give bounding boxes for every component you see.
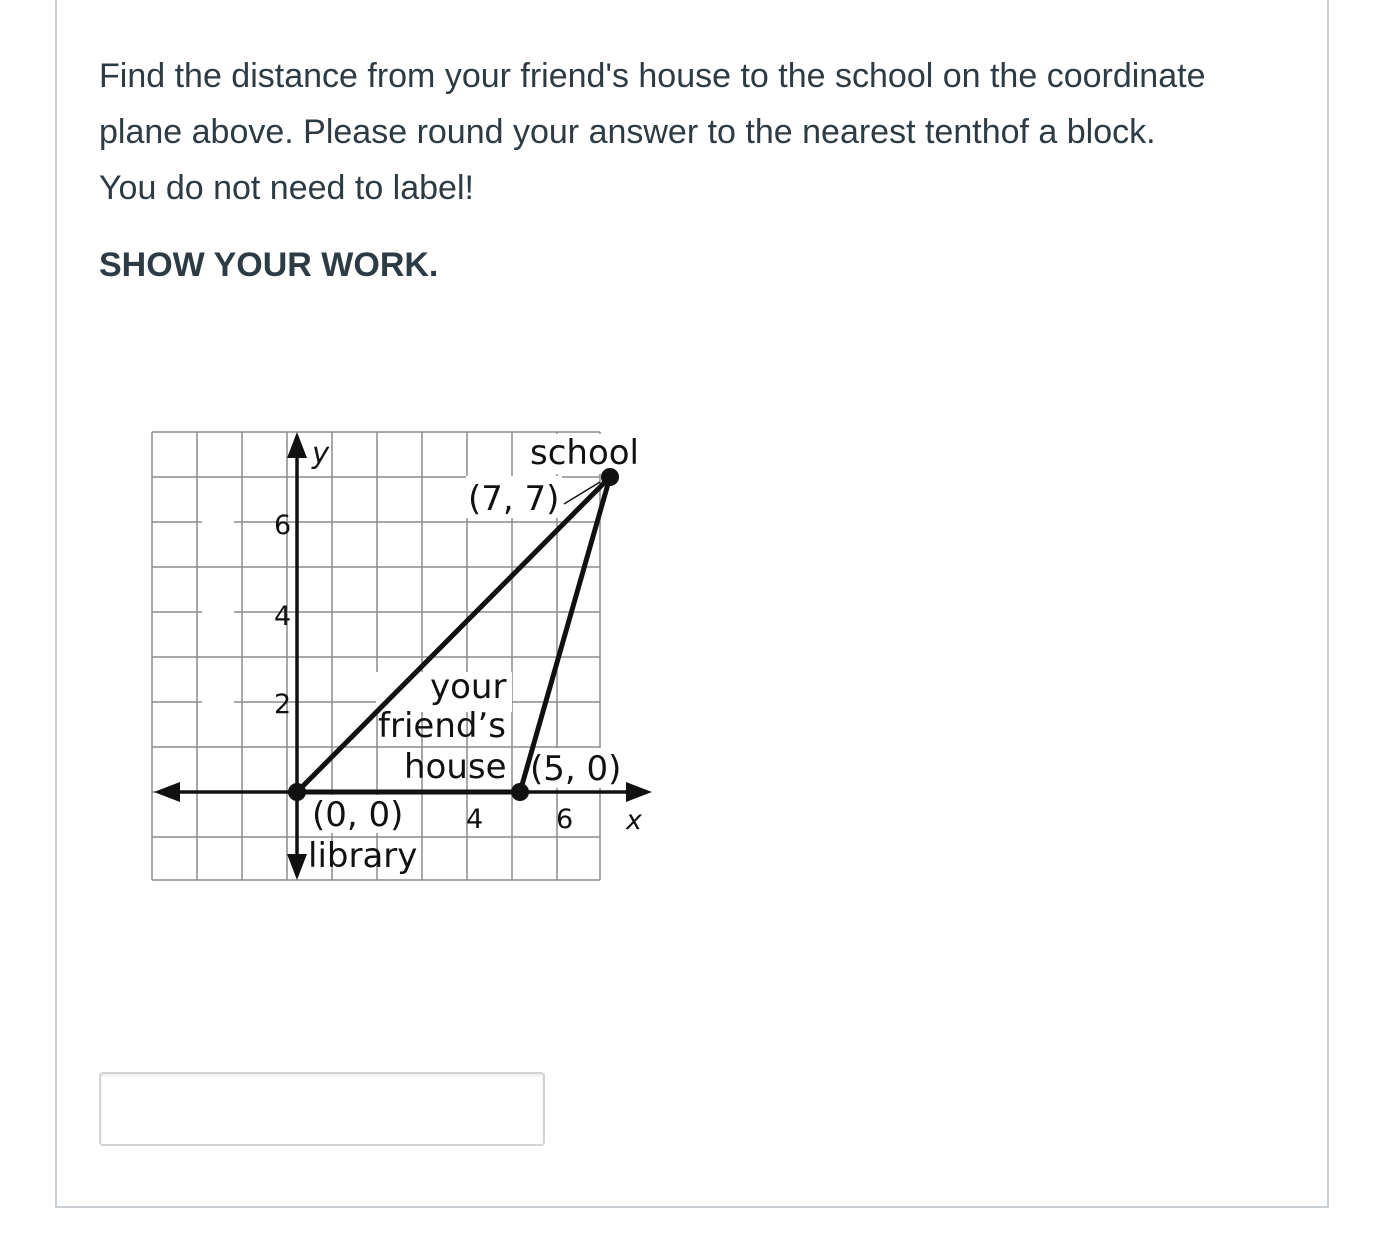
tick-bg: [202, 596, 234, 630]
friend-label-line-1: your: [430, 667, 507, 707]
y-tick-label: 6: [274, 510, 292, 541]
library-point: [288, 783, 306, 801]
x-axis-left-arrow: [154, 782, 180, 802]
coordinate-plane-figure: [150, 430, 642, 884]
school-label: school: [530, 433, 640, 473]
friend-label-line-3: house: [404, 747, 507, 787]
y-axis-down-arrow: [287, 854, 307, 880]
x-tick-label: 6: [556, 804, 574, 835]
coordinate-plane-svg: [150, 430, 642, 884]
library-coord-label: (0, 0): [312, 795, 404, 835]
tick-bg: [202, 505, 234, 539]
x-axis-label: x: [626, 805, 642, 836]
friend-label-line-2: friend’s: [378, 706, 506, 746]
show-work-instruction: SHOW YOUR WORK.: [99, 246, 439, 284]
question-card: [55, 0, 1329, 1208]
tick-bg: [202, 686, 234, 720]
school-coord-label: (7, 7): [468, 479, 560, 519]
y-axis-label: y: [312, 436, 330, 470]
y-tick-label: 4: [274, 601, 292, 632]
y-tick-label: 2: [274, 689, 292, 720]
answer-input[interactable]: [99, 1072, 545, 1146]
friends-house-point: [511, 783, 529, 801]
y-axis-up-arrow: [287, 432, 307, 458]
question-text: Find the distance from your friend's house to the school on the coordinate plane above. Please round your answer to the nearest tenthof a block. You do not need to label!: [99, 57, 1206, 207]
x-axis-right-arrow: [626, 782, 652, 802]
x-tick-label: 4: [466, 804, 484, 835]
friends-house-coord-label: (5, 0): [530, 749, 622, 789]
library-label: library: [308, 836, 418, 876]
